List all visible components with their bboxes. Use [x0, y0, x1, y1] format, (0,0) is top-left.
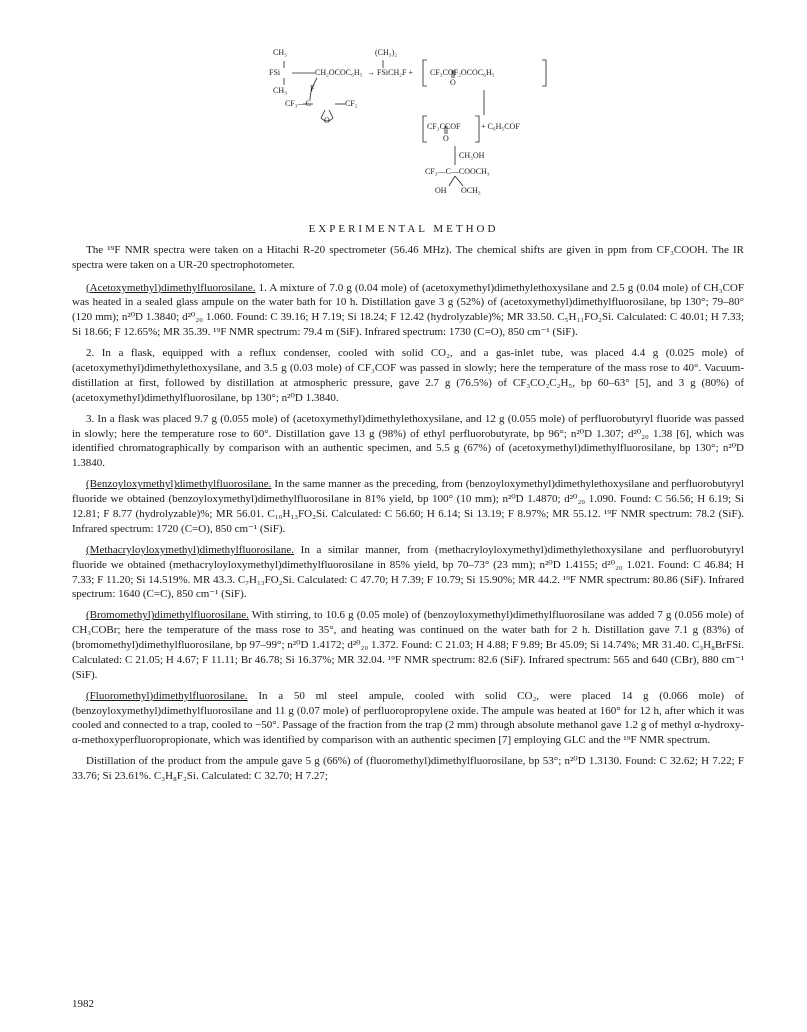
scheme-label: O [450, 78, 456, 87]
scheme-label: OCH₃ [461, 186, 481, 195]
paragraph [72, 689, 744, 748]
paragraph: Distillation of the product from the ampule gave 5 g (66%) of (fluoromethyl)dimethylfluorosilane, bp 53°; n²⁰D 1.3130. Found: C 32.62; H 7.22; F 33.76; Si 23.61%. C₃H₈F₂Si. Calculated: C 32.70; H 7.27; [72, 755, 744, 783]
scheme-label: CH₃OH [459, 151, 485, 160]
scheme-label: F [310, 84, 315, 93]
paragraph-text: In a 50 ml steel ampule, cooled with solid CO₂, were placed 14 g (0.066 mole) of (benzoyloxymethyl)dimethylfluorosilane and 11 g (0.07 mole) of perfluoropropylene oxide. The ampule was heated at 160° for 12 h, after which it was cooled and connected to a trap, cooled to −50°. Passage of the fraction from the trap (2 mm) through absolute methanol gave 1.2 g of methyl α-hydroxy-α-methoxyperfluoropropionate, which was identified by comparison with an authentic specimen [7] employing GLC and the ¹⁹F NMR spectrum. [72, 689, 744, 747]
scheme-label: CF₂ [345, 99, 358, 108]
paragraph: The ¹⁹F NMR spectra were taken on a Hitachi R-20 spectrometer (56.46 MHz). The chemical shifts are given in ppm from CF₃COOH. The IR spectra were taken on a UR-20 spectrophotometer. [72, 244, 744, 271]
scheme-label: CF₃—C—COOCH₃ [425, 167, 490, 176]
scheme-label: CH₃ [273, 86, 287, 95]
page-number: 1982 [72, 998, 94, 1010]
scheme-label: (CH₃)₂ [375, 48, 398, 57]
section-heading: EXPERIMENTAL METHOD [308, 223, 499, 235]
paragraph-text: In a similar manner, from (methacryloyloxymethyl)dimethylethoxysilane and perfluorobutyryl fluoride we obtained (methacryloyloxymethyl)dimethylfluorosilane in 85% yield, bp 70–73° (23 mm); n²⁰D 1.4155; d²⁰₂₀ 1.021. Found: C 46.84; H 7.33; F 11.20; Si 14.519%. MR 43.3. C₇H₁₃FO₂Si. Calculated: C 47.70; H 7.39; F 10.79; Si 15.90%; MR 44.2. ¹⁹F NMR spectrum: 80.86 (SiF). Infrared spectrum: 1640 (C=C), 850 cm⁻¹ (SiF). [72, 543, 744, 601]
paragraph: 3. In a flask was placed 9.7 g (0.055 mole) of (acetoxymethyl)dimethylethoxysilane, and 12 g (0.055 mole) of perfluorobutyryl fluoride was passed in slowly; here the temperature rose to 60°. Distillation gave 13 g (98%) of ethyl perfluorobutyrate, bp 96°; n²⁰D 1.307; d²⁰₂₀ 1.38 [6], which was identified chromatographically by comparison with an authentic specimen, and 5.5 g (67%) of (acetoxymethyl)dimethylfluorosilane, bp 130°; n²⁰D 1.3840. [72, 412, 744, 470]
scheme-label: FSi [269, 68, 281, 77]
paragraph [72, 543, 744, 602]
paragraph-text: With stirring, to 10.6 g (0.05 mole) of (benzoyloxymethyl)dimethylfluorosilane was added 7 g (0.056 mole) of CH₃COBr; here the temperature of the mass rose to 35°, and heating was continued on the water bath for 2 h. Distillation gave 7.1 g (83%) of (bromomethyl)dimethylfluorosilane, bp 97–99°; n²⁰D 1.4172; d²⁰₂₀ 1.372. Found: C 21.03; H 4.88; F 9.89; Br 45.09; Si 14.74%; MR 31.40. C₃H₈BrFSi. Calculated: C 21.05; H 4.67; F 11.11; Br 46.78; Si 16.37%; MR 32.04. ¹⁹F NMR spectrum: 82.6 (SiF). Infrared spectrum: 565 and 640 (CBr), 880 cm⁻¹ (SiF). [72, 609, 744, 681]
paragraph [72, 281, 744, 340]
compound-title: (Methacryloyloxymethyl)dimethylfluorosilane. [86, 543, 295, 556]
scheme-label: CH₃ [273, 48, 287, 57]
compound-title: (Bromomethyl)dimethylfluorosilane. [86, 609, 249, 622]
compound-title: (Benzoyloxymethyl)dimethylfluorosilane. [86, 478, 272, 491]
scheme-label: O [443, 134, 449, 143]
reaction-scheme [255, 40, 555, 225]
paragraph-text: In the same manner as the preceding, from (benzoyloxymethyl)dimethylethoxysilane and perfluorobutyryl fluoride we obtained (benzoyloxymethyl)dimethylfluorosilane in 81% yield, bp 100° (10 mm); n²⁰D 1.4870; d²⁰₂₀ 1.090. Found: C 56.56; H 6.19; Si 12.81; F 8.77 (hydrolyzable)%; MR 56.01. C₁₀H₁₃FO₂Si. Calculated: C 56.60; H 6.14; Si 13.19; F 8.97%; MR 55.12. ¹⁹F NMR spectrum: 78.2 (SiF). Infrared spectrum: 1720 (C=O), 850 cm⁻¹ (SiF). [72, 478, 744, 535]
paragraph [72, 608, 744, 682]
paragraph: 2. In a flask, equipped with a reflux condenser, cooled with solid CO₂, and a gas-inlet tube, was placed 4.4 g (0.025 mole) of (acetoxymethyl)dimethylethoxysilane, and 3.5 g (0.03 mole) of CF₃COF was passed in slowly; here the temperature of the mass rose to 40°. Vacuum-distillation at first, followed by distillation at atmospheric pressure, gave 2.7 g (76.5%) of CF₃CO₂C₂H₅, bp 60–63° [5], and 3 g (80%) of (acetoxymethyl)dimethylfluorosilane, bp 130°; n²⁰D 1.3840. [72, 347, 744, 404]
paragraph [72, 477, 744, 536]
body-text [72, 243, 744, 790]
compound-title: (Fluoromethyl)dimethylfluorosilane. [86, 689, 248, 702]
paragraph-text: 1. A mixture of 7.0 g (0.04 mole) of (acetoxymethyl)dimethylethoxysilane and 2.5 g (0.04 mole) of CH₃COF was heated in a sealed glass ampule on the water bath for 10 h. Distillation gave 3 g (52%) of (acetoxymethyl)dimethylfluorosilane, bp 130°; 79–80° (120 mm); n²⁰D 1.3840; d²⁰₂₀ 1.060. Found: C 39.16; H 7.19; Si 18.24; F 12.42 (hydrolyzable)%; MR 33.50. C₅H₁₁FO₂Si. Calculated: C 40.01; H 7.33; Si 18.66; F 12.65%; MR 35.39. ¹⁹F NMR spectrum: 79.4 m (SiF). Infrared spectrum: 1730 (C=O), 850 cm⁻¹ (SiF). [72, 281, 744, 338]
scheme-label: → FSiCH₂F + [367, 68, 413, 77]
scheme-label: + C₆H₅COF [481, 122, 520, 131]
compound-title: (Acetoxymethyl)dimethylfluorosilane. [86, 281, 256, 294]
scheme-label: CF₃CCOF [427, 122, 461, 131]
scheme-label: CF₃—C [285, 99, 311, 108]
scheme-label: OH [435, 186, 447, 195]
scheme-label: CF₃COF₂OCOC₆H₅ [430, 68, 495, 77]
scheme-label: CH₂OCOC₆H₅ [315, 68, 363, 77]
scheme-label: O [324, 116, 330, 125]
